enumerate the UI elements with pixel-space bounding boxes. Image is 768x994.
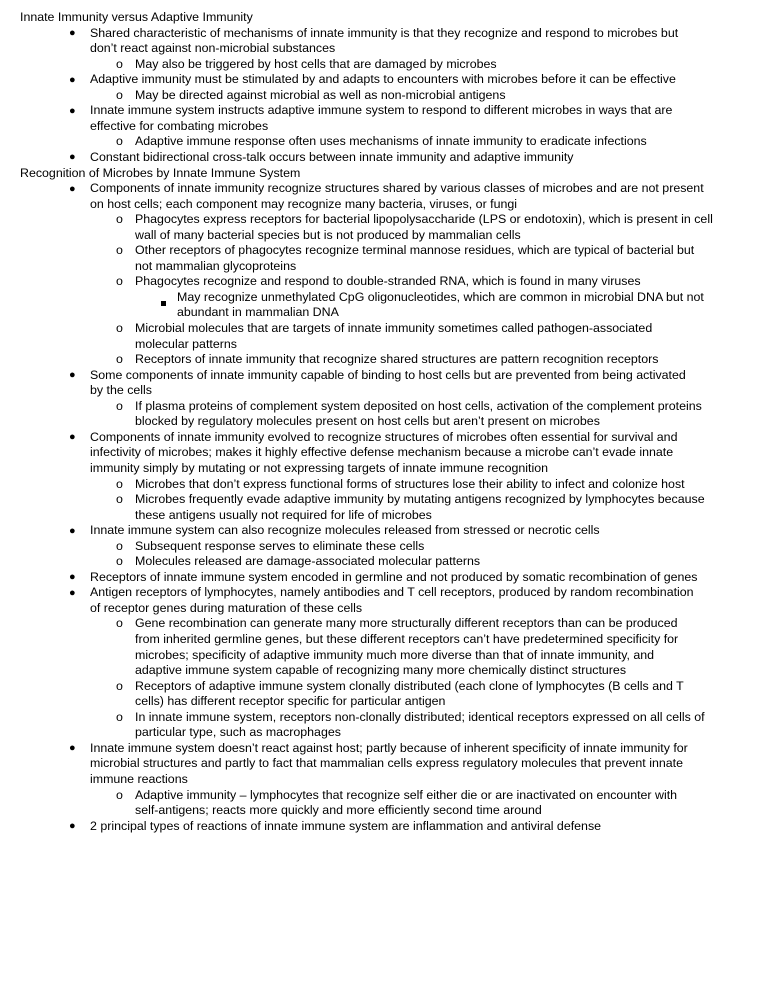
- section-heading: Innate Immunity versus Adaptive Immunity: [20, 10, 253, 24]
- outline-text-line: wall of many bacterial species but is not produced by mammalian cells: [135, 227, 521, 242]
- outline-text-line: Innate immune system can also recognize molecules released from stressed or necrotic cells: [90, 523, 600, 538]
- outline-text-line: Antigen receptors of lymphocytes, namely antibodies and T cell receptors, produced by random recombination: [90, 585, 694, 600]
- outline-text-line: 2 principal types of reactions of innate immune system are inflammation and antiviral defense: [90, 818, 602, 833]
- outline-text-line: infectivity of microbes; makes it highly effective defense mechanism because a microbe can’t evade innate: [90, 445, 674, 460]
- outline-text-line: immune reactions: [90, 771, 188, 786]
- outline-text-line: Other receptors of phagocytes recognize terminal mannose residues, which are typical of bacterial but: [135, 243, 695, 258]
- outline-text-line: Phagocytes recognize and respond to double-stranded RNA, which is found in many viruses: [135, 274, 641, 289]
- outline-text-line: Phagocytes express receptors for bacterial lipopolysaccharide (LPS or endotoxin), which is present in cell: [135, 212, 713, 227]
- bullet-circle-icon: o: [116, 678, 123, 693]
- outline-text-line: May recognize unmethylated CpG oligonucleotides, which are common in microbial DNA but not: [177, 289, 704, 304]
- bullet-circle-icon: o: [116, 538, 123, 553]
- outline-text-line: May also be triggered by host cells that are damaged by microbes: [135, 56, 497, 71]
- bullet-disc-icon: ●: [69, 586, 76, 599]
- outline-text-line: don’t react against non-microbial substances: [90, 41, 336, 56]
- outline-text-line: microbial structures and partly to fact that mammalian cells express regulatory molecules that prevent innate: [90, 756, 683, 771]
- bullet-disc-icon: ●: [69, 151, 76, 164]
- bullet-circle-icon: o: [116, 492, 123, 507]
- outline-text-line: cells) has different receptor specific for particular antigen: [135, 694, 446, 709]
- bullet-disc-icon: ●: [69, 73, 76, 86]
- outline-text-line: Receptors of innate immune system encoded in germline and not produced by somatic recombination of genes: [90, 569, 698, 584]
- bullet-circle-icon: o: [116, 212, 123, 227]
- outline-text-line: self-antigens; reacts more quickly and more efficiently second time around: [135, 803, 542, 818]
- bullet-circle-icon: o: [116, 398, 123, 413]
- bullet-disc-icon: ●: [69, 742, 76, 755]
- bullet-disc-icon: ●: [69, 820, 76, 833]
- outline-text-line: Adaptive immunity – lymphocytes that recognize self either die or are inactivated on encounter with: [135, 787, 678, 802]
- outline-text-line: by the cells: [90, 383, 152, 398]
- bullet-disc-icon: ●: [69, 104, 76, 117]
- outline-text-line: Components of innate immunity recognize structures shared by various classes of microbes and are not present: [90, 181, 704, 196]
- bullet-circle-icon: o: [116, 352, 123, 367]
- bullet-circle-icon: o: [116, 87, 123, 102]
- outline-text-line: Receptors of innate immunity that recognize shared structures are pattern recognition receptors: [135, 352, 659, 367]
- bullet-circle-icon: o: [116, 709, 123, 724]
- outline-text-line: from inherited germline genes, but these different receptors can’t have predetermined specificity for: [135, 632, 679, 646]
- bullet-disc-icon: ●: [69, 27, 76, 40]
- outline-text-line: In innate immune system, receptors non-clonally distributed; identical receptors expressed on all cells of: [135, 709, 705, 724]
- outline-text-line: adaptive immune system capable of recognizing many more chemically distinct structures: [135, 663, 627, 678]
- bullet-disc-icon: ●: [69, 369, 76, 382]
- outline-text-line: particular type, such as macrophages: [135, 725, 341, 740]
- outline-text-line: Microbes frequently evade adaptive immunity by mutating antigens recognized by lymphocytes because: [135, 492, 705, 507]
- outline-text-line: If plasma proteins of complement system deposited on host cells, activation of the complement proteins: [135, 398, 702, 413]
- outline-text-line: not mammalian glycoproteins: [135, 258, 297, 273]
- bullet-circle-icon: o: [116, 554, 123, 569]
- bullet-disc-icon: ●: [69, 182, 76, 195]
- outline-text-line: abundant in mammalian DNA: [177, 305, 339, 320]
- bullet-circle-icon: o: [116, 787, 123, 802]
- bullet-circle-icon: o: [116, 616, 123, 631]
- bullet-circle-icon: o: [116, 243, 123, 258]
- outline-text-line: Innate immune system instructs adaptive immune system to respond to different microbes in ways that are: [90, 103, 673, 118]
- bullet-disc-icon: ●: [69, 431, 76, 444]
- outline-text-line: Adaptive immune response often uses mechanisms of innate immunity to eradicate infections: [135, 134, 647, 149]
- outline-text-line: Shared characteristic of mechanisms of innate immunity is that they recognize and respond to microbes but: [90, 25, 679, 40]
- outline-text-line: Microbial molecules that are targets of innate immunity sometimes called pathogen-associated: [135, 321, 653, 335]
- bullet-square-icon: [161, 295, 166, 311]
- outline-text-line: of receptor genes during maturation of these cells: [90, 600, 363, 615]
- bullet-circle-icon: o: [116, 274, 123, 289]
- outline-text-line: Molecules released are damage-associated molecular patterns: [135, 554, 481, 569]
- outline-text-line: Adaptive immunity must be stimulated by and adapts to encounters with microbes before it can be effective: [90, 72, 676, 87]
- bullet-disc-icon: ●: [69, 524, 76, 537]
- outline-text-line: these antigens usually not required for life of microbes: [135, 507, 432, 522]
- outline-text-line: Innate immune system doesn’t react against host; partly because of inherent specificity of innate immunity for: [90, 740, 688, 755]
- outline-text-line: Subsequent response serves to eliminate these cells: [135, 538, 425, 553]
- outline-text-line: Microbes that don’t express functional forms of structures lose their ability to infect and colonize host: [135, 476, 685, 491]
- outline-text-line: effective for combating microbes: [90, 118, 269, 133]
- outline-text-line: Receptors of adaptive immune system clonally distributed (each clone of lymphocytes (B cells and T: [135, 678, 684, 693]
- bullet-circle-icon: o: [116, 134, 123, 149]
- outline-text-line: on host cells; each component may recognize many bacteria, viruses, or fungi: [90, 196, 518, 211]
- outline-text-line: Components of innate immunity evolved to recognize structures of microbes often essential for survival and: [90, 429, 678, 444]
- outline-text-line: Gene recombination can generate many more structurally different receptors than can be produced: [135, 616, 678, 631]
- outline-text-line: Constant bidirectional cross-talk occurs between innate immunity and adaptive immunity: [90, 149, 574, 164]
- outline-text-line: microbes; specificity of adaptive immunity much more diverse than that of innate immunity, and: [135, 647, 655, 662]
- section-heading: Recognition of Microbes by Innate Immune System: [20, 165, 301, 180]
- outline-text-line: Some components of innate immunity capable of binding to host cells but are prevented from being activated: [90, 367, 686, 382]
- outline-text-line: blocked by regulatory molecules present on host cells but aren’t present on microbes: [135, 414, 600, 429]
- outline-text-line: molecular patterns: [135, 336, 237, 351]
- bullet-circle-icon: o: [116, 476, 123, 491]
- bullet-disc-icon: ●: [69, 571, 76, 584]
- bullet-circle-icon: o: [116, 321, 123, 335]
- outline-text-line: immunity simply by mutating or not expressing targets of innate immune recognition: [90, 460, 548, 475]
- bullet-circle-icon: o: [116, 56, 123, 71]
- outline-text-line: May be directed against microbial as well as non-microbial antigens: [135, 87, 506, 102]
